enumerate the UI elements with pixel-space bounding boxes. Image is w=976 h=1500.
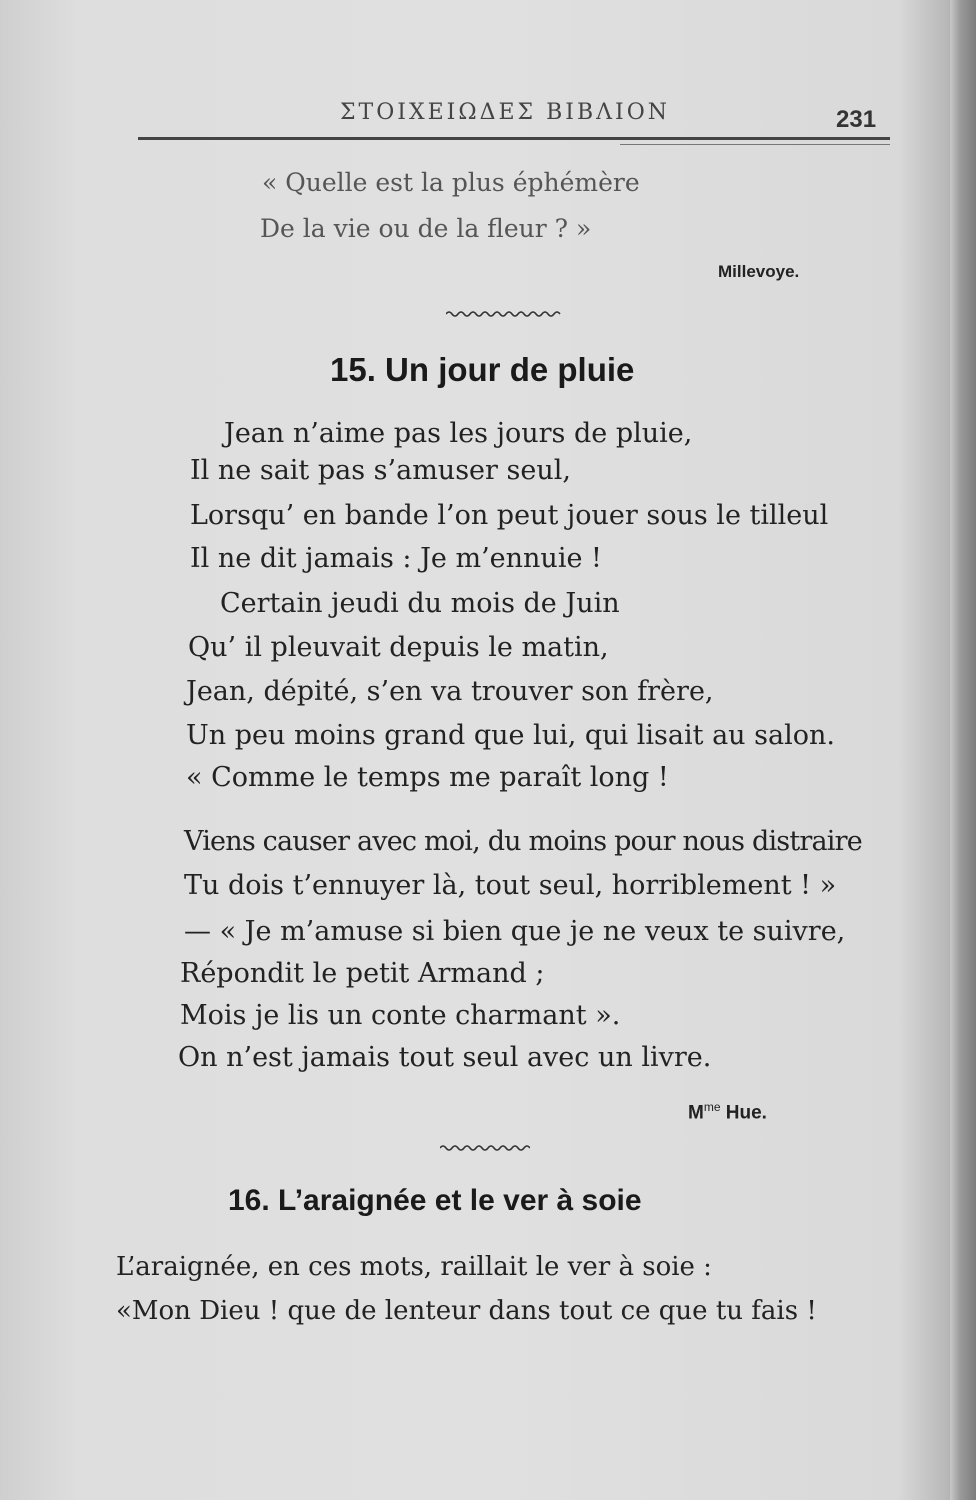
poem-line-14: Mois je lis un conte charmant ».: [180, 1000, 621, 1031]
section-15-title: 15. Un jour de pluie: [330, 351, 635, 388]
section-16-line-1: L’araignée, en ces mots, raillait le ver à soie :: [116, 1252, 712, 1282]
poem-line-15: On n’est jamais tout seul avec un livre.: [178, 1042, 712, 1073]
page-binding-gutter: [950, 0, 976, 1500]
section-16-line-2: «Mon Dieu ! que de lenteur dans tout ce que tu fais !: [116, 1296, 817, 1326]
poem-line-8: Un peu moins grand que lui, qui lisait au salon.: [186, 720, 835, 751]
poem-author: [688, 1100, 767, 1124]
epigraph-line-2: De la vie ou de la fleur ? »: [260, 214, 592, 243]
poem-line-3: Lorsqu’ en bande l’on peut jouer sous le tilleul: [190, 500, 829, 531]
poem-line-1: Jean n’aime pas les jours de pluie,: [224, 418, 693, 449]
poem-line-2: Il ne sait pas s’amuser seul,: [190, 455, 571, 486]
page-number: 231: [836, 106, 877, 133]
ornament-divider-2: [440, 1144, 530, 1152]
poem-line-12: — « Je m’amuse si bien que je ne veux te suivre,: [184, 916, 846, 947]
header-rule-secondary: [620, 144, 890, 145]
ornament-divider-1: [446, 310, 562, 318]
poem-author-name: Hue.: [720, 1102, 767, 1124]
poem-line-4: Il ne dit jamais : Je m’ennuie !: [190, 543, 602, 574]
section-16-title: 16. L’araignée et le ver à soie: [228, 1184, 642, 1217]
poem-line-9: « Comme le temps me paraît long !: [186, 762, 669, 793]
poem-line-5: Certain jeudi du mois de Juin: [220, 588, 620, 619]
poem-line-10: Viens causer avec moi, du moins pour nous distraire: [184, 826, 862, 857]
header-rule: [138, 137, 890, 140]
epigraph-author: Millevoye.: [718, 262, 800, 281]
poem-author-prefix: M: [688, 1102, 704, 1124]
epigraph-line-1: « Quelle est la plus éphémère: [262, 168, 640, 197]
poem-line-13: Répondit le petit Armand ;: [180, 958, 545, 989]
poem-author-superscript: me: [703, 1100, 721, 1114]
poem-line-7: Jean, dépité, s’en va trouver son frère,: [186, 676, 714, 707]
running-title: ΣΤΟΙΧΕΙΩΔΕΣ ΒΙΒΛΙΟΝ: [340, 100, 670, 125]
poem-line-6: Qu’ il pleuvait depuis le matin,: [188, 632, 609, 663]
poem-line-11: Tu dois t’ennuyer là, tout seul, horriblement ! »: [184, 870, 837, 901]
